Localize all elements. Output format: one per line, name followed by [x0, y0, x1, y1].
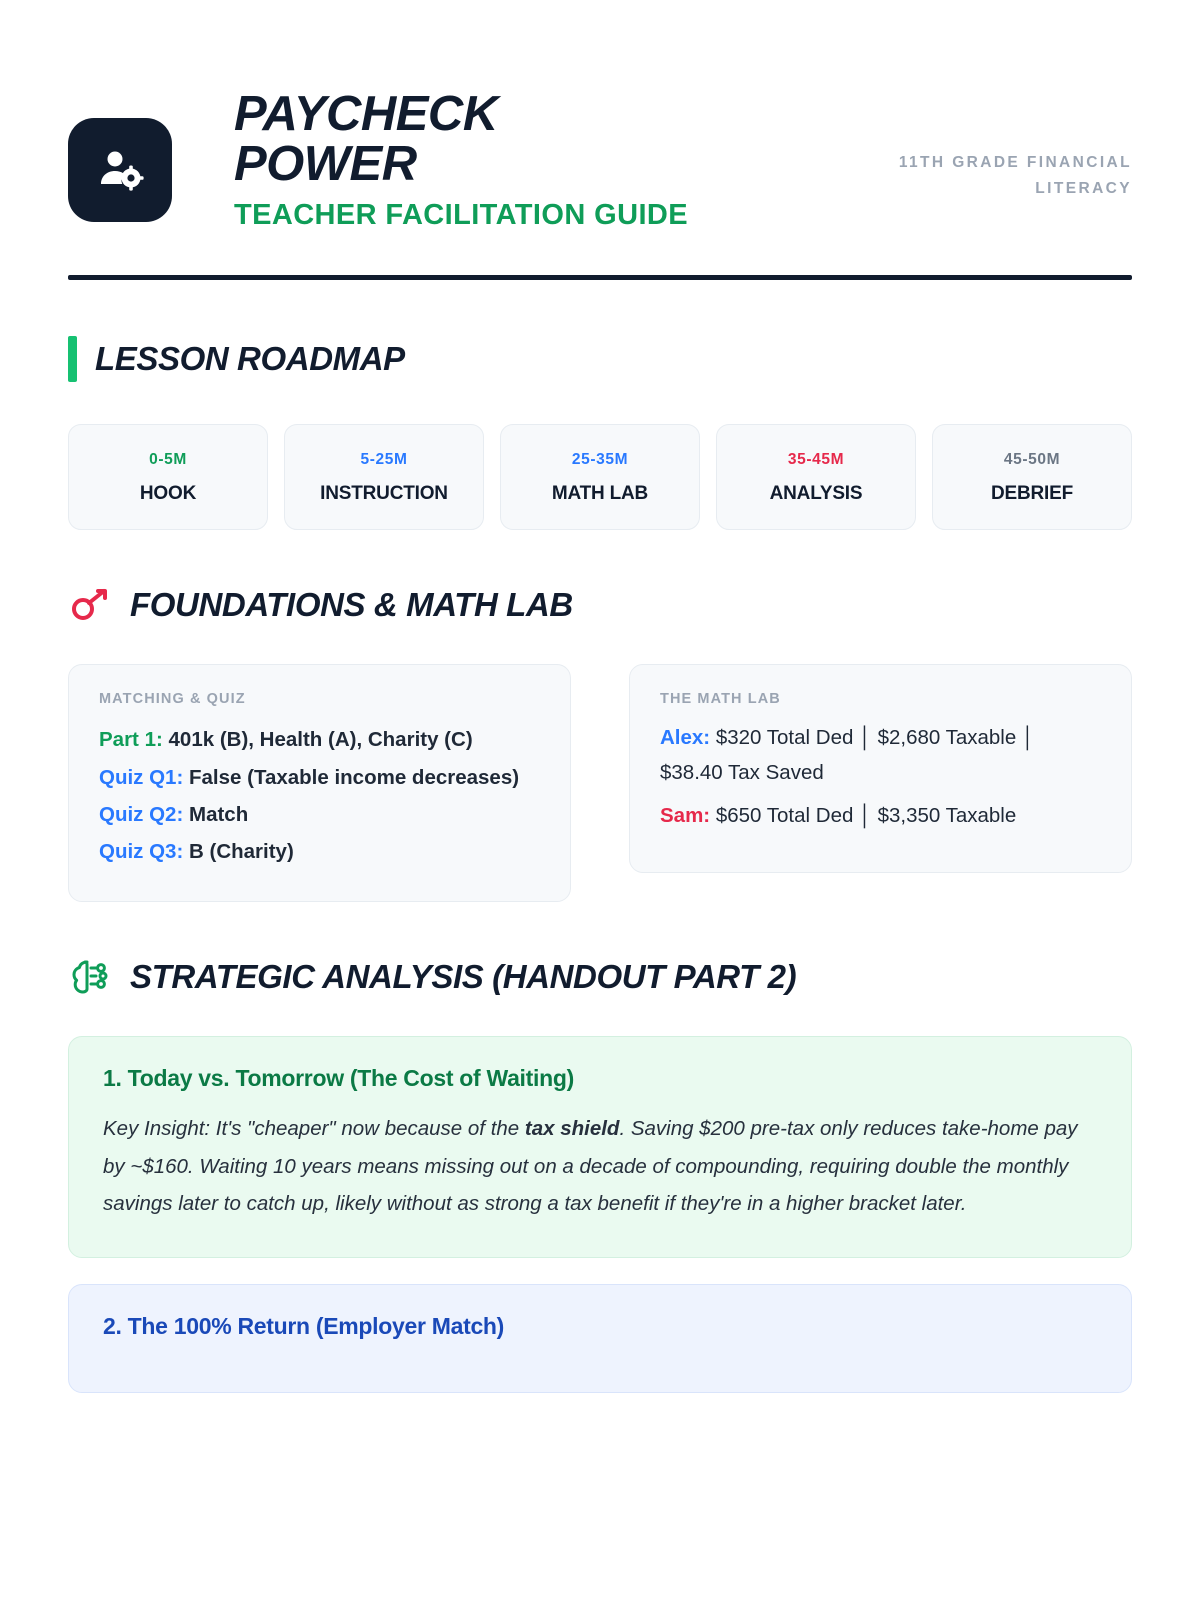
analysis-block-body [103, 1110, 1097, 1224]
analysis-body-bold: tax shield [524, 1116, 620, 1140]
analysis-block [68, 1036, 1132, 1259]
quiz-line-label: Quiz Q2: [99, 803, 184, 826]
roadmap-card [500, 424, 700, 530]
quiz-line-text: B (Charity) [189, 840, 294, 864]
card-kicker: THE MATH LAB [660, 691, 781, 708]
matching-quiz-card [68, 664, 571, 901]
roadmap-time: 45-50M [1003, 451, 1061, 469]
analysis-block-title: 2. The 100% Return (Employer Match) [103, 1313, 505, 1340]
quiz-line [99, 759, 540, 796]
roadmap-label: DEBRIEF [991, 483, 1073, 505]
quiz-line-label: Quiz Q3: [99, 840, 184, 864]
header-divider [68, 275, 1132, 280]
header-meta: 11TH GRADE FINANCIAL LITERACY [898, 154, 1132, 197]
accent-bar [68, 336, 77, 382]
roadmap-time: 5-25M [360, 451, 408, 469]
quiz-line [99, 833, 540, 870]
math-lab-line-text: $320 Total Ded │ $2,680 Taxable │ $38.40 Tax Saved [660, 726, 1035, 785]
quiz-line-label: Quiz Q1: [99, 765, 184, 789]
analysis-blocks [68, 1036, 1132, 1394]
roadmap-time: 25-35M [571, 451, 629, 469]
analysis-block-title: 1. Today vs. Tomorrow (The Cost of Waiting) [103, 1064, 574, 1091]
roadmap-label: HOOK [139, 483, 197, 505]
key-icon [68, 588, 112, 622]
math-lab-line [660, 721, 1101, 791]
section-title-foundations: FOUNDATIONS & MATH LAB [130, 586, 573, 624]
roadmap-card [716, 424, 916, 530]
math-lab-line-text: $650 Total Ded │ $3,350 Taxable [715, 804, 1017, 828]
document-header [68, 0, 1132, 231]
analysis-body-pre: Key Insight: It's "cheaper" now because of the [103, 1116, 525, 1140]
brain-gear-icon [68, 958, 112, 996]
analysis-body-post: . Saving $200 pre-tax only reduces take-home pay by ~$160. Waiting 10 years means missing out on a decade of compounding, requiring double the monthly savings later to catch up, likely without as strong a tax benefit if they're in a higher bracket later. [103, 1116, 1078, 1216]
roadmap-card [68, 424, 268, 530]
roadmap-time: 0-5M [149, 451, 187, 469]
card-kicker: MATCHING & QUIZ [99, 691, 246, 708]
math-lab-line-label: Alex: [660, 726, 711, 750]
app-logo [68, 118, 172, 222]
roadmap-label: INSTRUCTION [320, 483, 448, 505]
analysis-block [68, 1284, 1132, 1393]
math-lab-card [629, 664, 1132, 873]
roadmap-card [932, 424, 1132, 530]
quiz-line [99, 721, 540, 758]
roadmap-card [284, 424, 484, 530]
section-lesson-roadmap-header [68, 336, 1132, 382]
page-title: PAYCHECK POWER [234, 87, 498, 191]
section-analysis-header [68, 958, 1132, 996]
quiz-line-text: 401k (B), Health (A), Charity (C) [168, 728, 473, 752]
math-lab-line-label: Sam: [660, 804, 711, 828]
section-foundations-header [68, 586, 1132, 624]
page-subtitle: TEACHER FACILITATION GUIDE [234, 198, 688, 231]
roadmap-list [68, 424, 1132, 530]
quiz-line-text: Match [189, 803, 249, 826]
roadmap-time: 35-45M [787, 451, 845, 469]
roadmap-label: ANALYSIS [769, 483, 863, 505]
quiz-line-text: False (Taxable income decreases) [189, 765, 520, 789]
person-gear-icon [94, 144, 146, 196]
section-title-roadmap: LESSON ROADMAP [95, 340, 405, 378]
section-title-analysis: STRATEGIC ANALYSIS (HANDOUT PART 2) [130, 957, 797, 995]
roadmap-label: MATH LAB [551, 483, 649, 505]
foundations-columns [68, 664, 1132, 901]
quiz-line-label: Part 1: [99, 728, 163, 752]
quiz-line [99, 796, 540, 833]
math-lab-line [660, 799, 1101, 834]
